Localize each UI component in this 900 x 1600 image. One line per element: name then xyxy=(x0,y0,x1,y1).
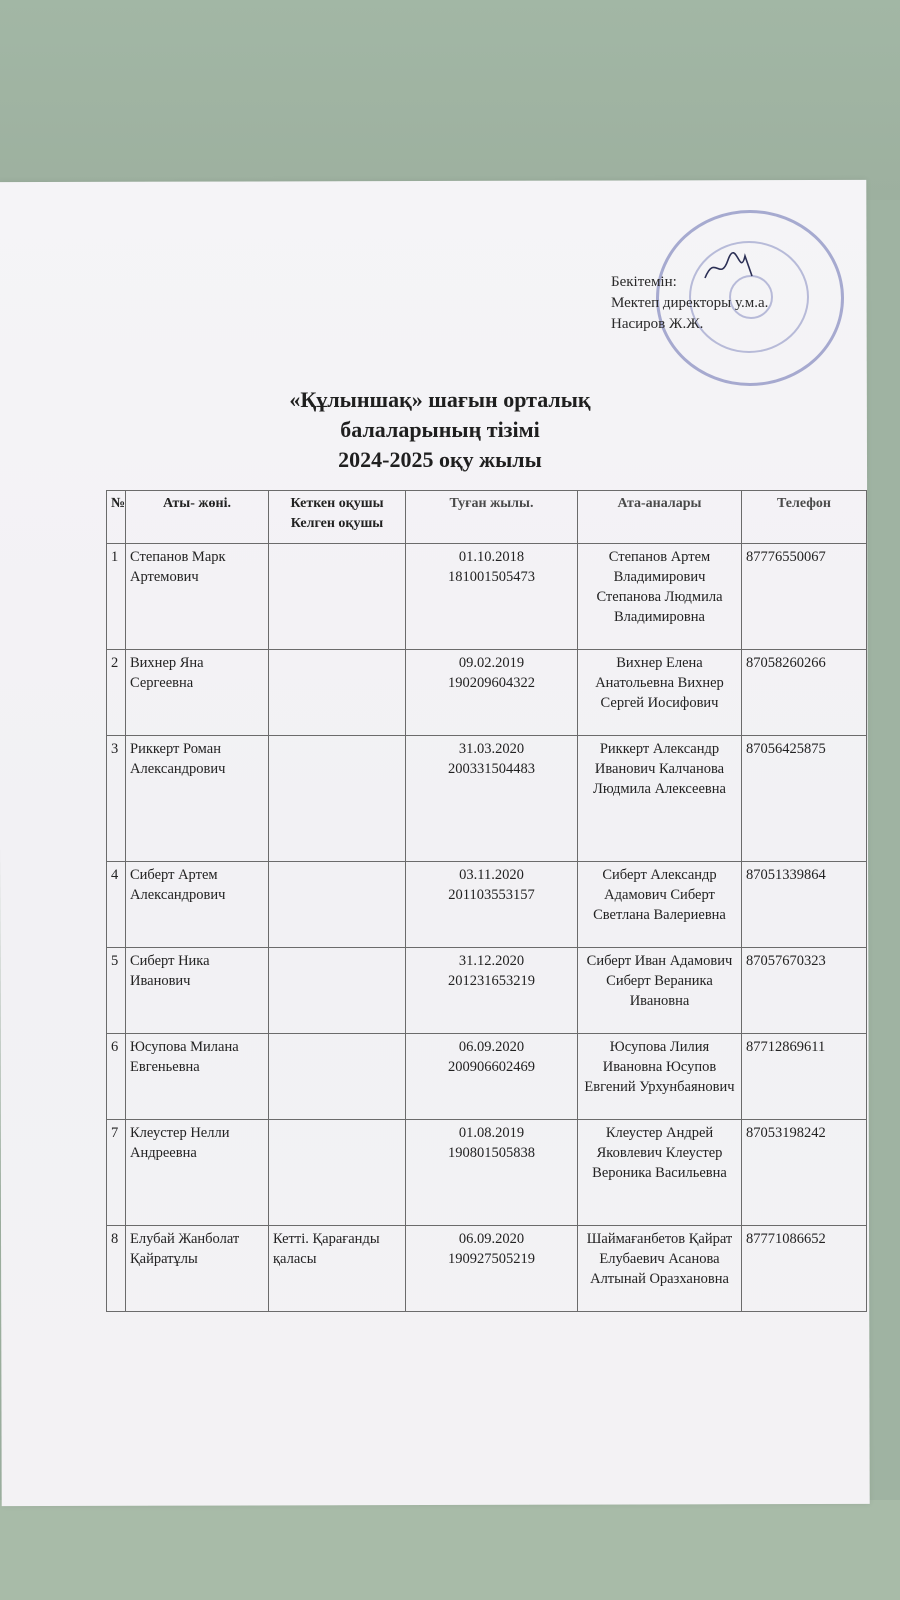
table-row xyxy=(107,544,867,650)
approval-block xyxy=(611,272,851,335)
header-moved-line-1: Кеткен оқушы xyxy=(290,496,384,511)
row-parents: Вихнер Елена Анатольевна Вихнер Сергей Иосифович xyxy=(578,650,742,736)
row-parents: Клеустер Андрей Яковлевич Клеустер Вероника Васильевна xyxy=(578,1120,742,1226)
row-phone: 87712869611 xyxy=(742,1034,867,1120)
row-moved xyxy=(269,1120,406,1226)
row-phone: 87058260266 xyxy=(742,650,867,736)
row-birth-date: 01.08.2019 xyxy=(458,1125,525,1141)
row-iin: 200906602469 xyxy=(448,1059,535,1075)
table-row xyxy=(107,1120,867,1226)
header-num: № xyxy=(107,491,126,544)
row-iin: 190209604322 xyxy=(448,675,535,691)
row-num: 1 xyxy=(107,544,126,650)
background-floor xyxy=(0,1500,900,1600)
row-name: Сиберт Артем Александрович xyxy=(126,862,269,948)
row-name: Клеустер Нелли Андреевна xyxy=(126,1120,269,1226)
table-header-row xyxy=(107,491,867,544)
row-name: Елубай Жанболат Қайратұлы xyxy=(126,1226,269,1312)
table-row xyxy=(107,1034,867,1120)
row-num: 5 xyxy=(107,948,126,1034)
row-birth xyxy=(406,1034,578,1120)
row-num: 6 xyxy=(107,1034,126,1120)
row-name: Вихнер Яна Сергеевна xyxy=(126,650,269,736)
row-moved: Кетті. Қарағанды қаласы xyxy=(269,1226,406,1312)
row-parents: Шаймағанбетов Қайрат Елубаевич Асанова Алтынай Оразхановна xyxy=(578,1226,742,1312)
row-num: 8 xyxy=(107,1226,126,1312)
row-name: Степанов Марк Артемович xyxy=(126,544,269,650)
row-moved xyxy=(269,544,406,650)
row-birth-date: 09.02.2019 xyxy=(458,655,525,671)
title-line-2: балаларының тізімі xyxy=(340,417,540,442)
table-row xyxy=(107,948,867,1034)
row-name: Риккерт Роман Александрович xyxy=(126,736,269,862)
row-phone: 87053198242 xyxy=(742,1120,867,1226)
row-num: 2 xyxy=(107,650,126,736)
row-birth xyxy=(406,736,578,862)
header-moved xyxy=(269,491,406,544)
row-moved xyxy=(269,650,406,736)
header-parents: Ата-аналары xyxy=(578,491,742,544)
row-birth xyxy=(406,650,578,736)
row-iin: 201103553157 xyxy=(448,887,535,903)
row-phone: 87057670323 xyxy=(742,948,867,1034)
row-moved xyxy=(269,736,406,862)
row-birth xyxy=(406,862,578,948)
row-num: 3 xyxy=(107,736,126,862)
approval-line-position: Мектеп директоры у.м.а. xyxy=(611,295,769,311)
row-parents: Сиберт Александр Адамович Сиберт Светлана Валериевна xyxy=(578,862,742,948)
header-name: Аты- жөні. xyxy=(126,491,269,544)
row-birth-date: 31.03.2020 xyxy=(458,741,525,757)
row-birth xyxy=(406,948,578,1034)
row-iin: 201231653219 xyxy=(448,973,535,989)
row-birth-date: 06.09.2020 xyxy=(458,1231,525,1247)
row-birth xyxy=(406,1226,578,1312)
approval-line-approve: Бекітемін: xyxy=(611,274,677,290)
row-parents: Степанов Артем Владимирович Степанова Людмила Владимировна xyxy=(578,544,742,650)
title-line-1: «Құлыншақ» шағын орталық xyxy=(289,387,591,412)
row-moved xyxy=(269,1034,406,1120)
row-phone: 87771086652 xyxy=(742,1226,867,1312)
row-parents: Юсупова Лилия Ивановна Юсупов Евгений Урхунбаянович xyxy=(578,1034,742,1120)
row-name: Сиберт Ника Иванович xyxy=(126,948,269,1034)
table-row xyxy=(107,862,867,948)
header-phone: Телефон xyxy=(742,491,867,544)
row-birth xyxy=(406,544,578,650)
row-moved xyxy=(269,862,406,948)
title-line-3: 2024-2025 оқу жылы xyxy=(338,447,542,472)
row-num: 7 xyxy=(107,1120,126,1226)
row-birth-date: 31.12.2020 xyxy=(458,953,525,969)
row-phone: 87776550067 xyxy=(742,544,867,650)
row-iin: 200331504483 xyxy=(448,761,535,777)
table-row xyxy=(107,736,867,862)
row-parents: Риккерт Александр Иванович Калчанова Людмила Алексеевна xyxy=(578,736,742,862)
row-birth xyxy=(406,1120,578,1226)
row-iin: 190927505219 xyxy=(448,1251,535,1267)
row-phone: 87051339864 xyxy=(742,862,867,948)
header-moved-line-2: Келген оқушы xyxy=(290,516,384,531)
row-birth-date: 01.10.2018 xyxy=(458,549,525,565)
row-iin: 190801505838 xyxy=(448,1145,535,1161)
row-num: 4 xyxy=(107,862,126,948)
row-birth-date: 03.11.2020 xyxy=(459,867,524,883)
row-phone: 87056425875 xyxy=(742,736,867,862)
header-birth: Туған жылы. xyxy=(406,491,578,544)
row-parents: Сиберт Иван Адамович Сиберт Вераника Ивановна xyxy=(578,948,742,1034)
row-birth-date: 06.09.2020 xyxy=(458,1039,525,1055)
document-title xyxy=(180,385,700,475)
table-row xyxy=(107,1226,867,1312)
approval-line-name: Насиров Ж.Ж. xyxy=(611,316,704,332)
background-wall xyxy=(0,0,900,200)
table-row xyxy=(107,650,867,736)
row-name: Юсупова Милана Евгеньевна xyxy=(126,1034,269,1120)
children-list-table xyxy=(106,490,867,1312)
row-iin: 181001505473 xyxy=(448,569,535,585)
row-moved xyxy=(269,948,406,1034)
